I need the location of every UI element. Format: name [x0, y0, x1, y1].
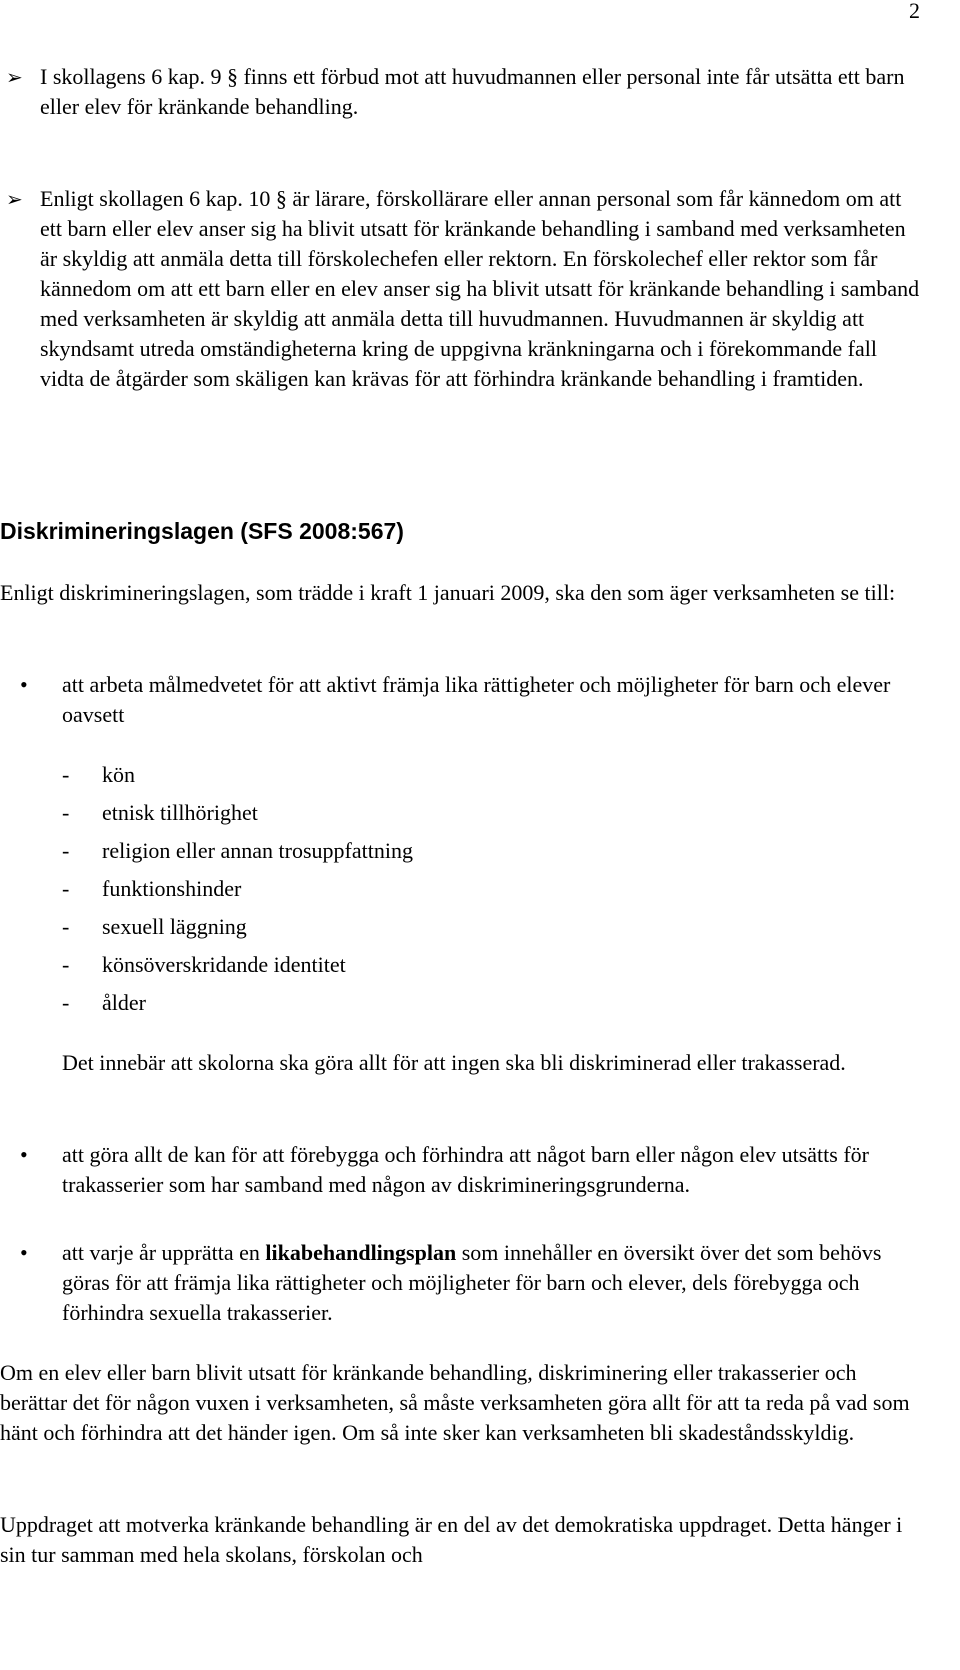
ground-text: ålder: [102, 990, 146, 1015]
bullet-icon: •: [20, 1142, 28, 1167]
dash-icon: -: [62, 990, 70, 1015]
section-heading: Diskrimineringslagen (SFS 2008:567): [0, 518, 404, 544]
page-number: 2: [909, 0, 920, 23]
paragraph: Uppdraget att motverka kränkande behandling är en del av det demokratiska uppdraget. Detta hänger i sin tur samman med hela skolans, förskolan och: [0, 1512, 903, 1567]
bold-term: likabehandlingsplan: [265, 1240, 457, 1265]
ground-text: religion eller annan trosuppfattning: [102, 838, 413, 863]
ground-text: funktionshinder: [102, 876, 242, 901]
list-item-text: Enligt skollagen 6 kap. 10 § är lärare, förskollärare eller annan personal som får kännedom om att ett barn eller elev anser sig ha blivit utsatt för kränkande behandling i samband med verksamheten är skyldig att anmäla detta till förskolechefen eller rektorn. En förskolechef eller rektor som får kännedom om att ett barn eller en elev anser sig ha blivit utsatt för kränkande behandling i samband med verksamheten är skyldig att anmäla detta till huvudmannen. Huvudmannen är skyldig att skyndsamt utreda omständigheterna kring de uppgivna kränkningarna och i förekommande fall vidta de åtgärder som skäligen kan krävas för att förhindra kränkande behandling i framtiden.: [40, 186, 920, 391]
dash-icon: -: [62, 838, 70, 863]
ground-text: sexuell läggning: [102, 914, 247, 939]
bullet-icon: •: [20, 672, 28, 697]
ground-text: könsöverskridande identitet: [102, 952, 346, 977]
grounds-note: Det innebär att skolorna ska göra allt för att ingen ska bli diskriminerad eller trakasserad.: [62, 1050, 846, 1075]
dash-icon: -: [62, 876, 70, 901]
dash-icon: -: [62, 762, 70, 787]
dash-icon: -: [62, 800, 70, 825]
bullet-text: att varje år upprätta en likabehandlingsplan som innehåller en översikt över det som behövs göras för att främja lika rättigheter och möjligheter för barn och elever, dels förebygga och förhindra sexuella trakasserier.: [62, 1240, 882, 1325]
dash-icon: -: [62, 914, 70, 939]
ground-text: kön: [102, 762, 135, 787]
dash-icon: -: [62, 952, 70, 977]
intro-paragraph: Enligt diskrimineringslagen, som trädde i kraft 1 januari 2009, ska den som äger verksamheten se till:: [0, 580, 896, 605]
paragraph: Om en elev eller barn blivit utsatt för kränkande behandling, diskriminering eller trakasserier och berättar det för någon vuxen i verksamheten, så måste verksamheten göra allt för att ta reda på vad som hänt och förhindra att det händer igen. Om så inte sker kan verksamheten bli skadeståndsskyldig.: [0, 1360, 910, 1445]
arrow-bullet-icon: ➢: [6, 65, 23, 89]
bullet-icon: •: [20, 1240, 28, 1265]
list-item-text: I skollagens 6 kap. 9 § finns ett förbud mot att huvudmannen eller personal inte får utsätta ett barn eller elev för kränkande behandling.: [40, 64, 905, 119]
arrow-bullet-icon: ➢: [6, 187, 23, 211]
bullet-text: att arbeta målmedvetet för att aktivt främja lika rättigheter och möjligheter för barn och elever oavsett: [62, 672, 891, 727]
ground-text: etnisk tillhörighet: [102, 800, 258, 825]
bullet-text: att göra allt de kan för att förebygga och förhindra att något barn eller någon elev utsätts för trakasserier som har samband med någon av diskrimineringsgrunderna.: [62, 1142, 869, 1197]
